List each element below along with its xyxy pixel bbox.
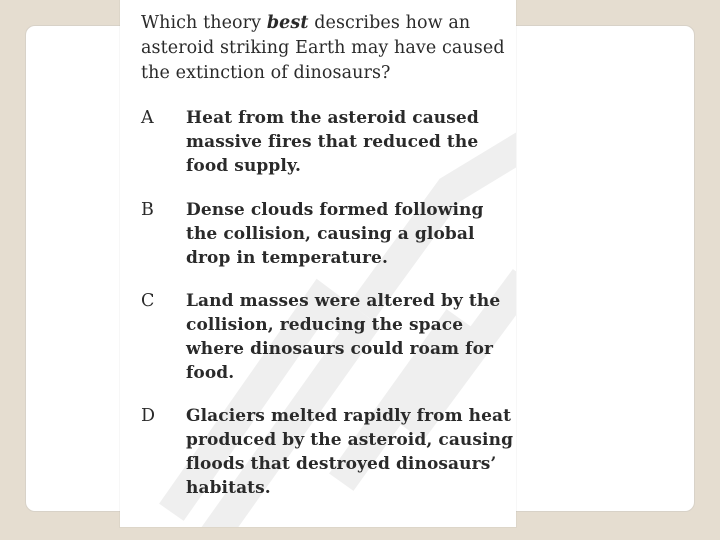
question-scan: [120, 0, 516, 527]
option-letter: B: [141, 200, 154, 220]
question-stem-emphasis: best: [266, 13, 309, 33]
option-text: Heat from the asteroid caused massive fires that reduced the food supply.: [186, 108, 479, 176]
option-text: Land masses were altered by the collision, reducing the space where dinosaurs could roam for food.: [186, 291, 501, 383]
option-text: Dense clouds formed following the collision, causing a global drop in temperature.: [186, 200, 484, 268]
question-stem-after: describes how an asteroid striking Earth may have caused the extinction of dinosaurs?: [141, 13, 505, 83]
question-stem: [141, 11, 506, 86]
option-letter: A: [141, 108, 154, 128]
option-letter: C: [141, 291, 155, 311]
option-text: Glaciers melted rapidly from heat produced by the asteroid, causing floods that destroyed dinosaurs’ habitats.: [186, 406, 514, 498]
option-letter: D: [141, 406, 156, 426]
question-stem-before: Which theory: [141, 13, 267, 33]
